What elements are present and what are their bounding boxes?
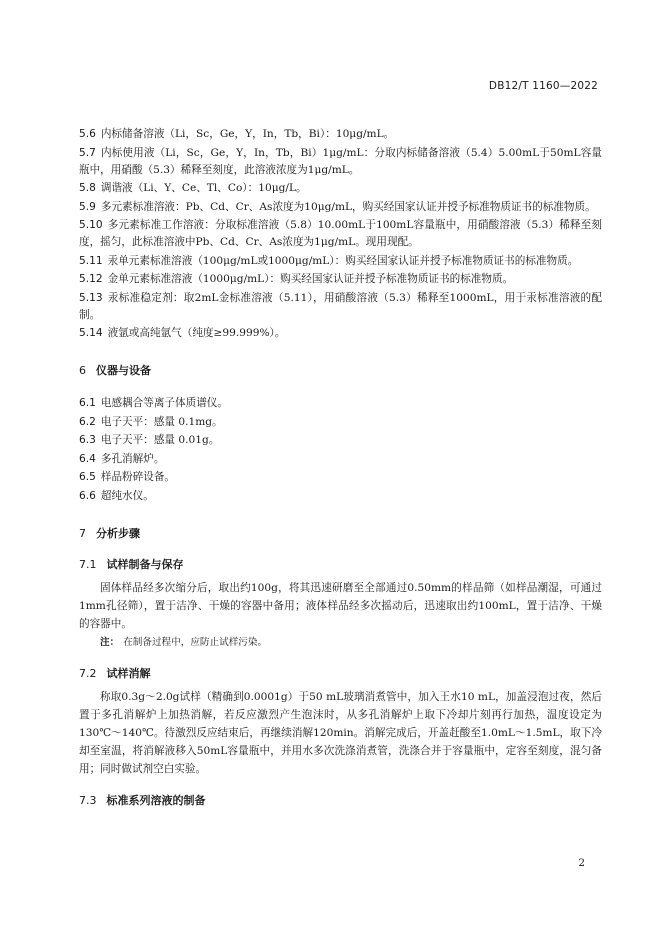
- subsection-number: 7.2: [79, 666, 97, 680]
- clause-5-13: [79, 290, 602, 324]
- clause-text: 样品粉碎设备。: [100, 471, 176, 483]
- note-text: 在制备过程中，应防止试样污染。: [123, 636, 268, 648]
- subsection-title: 标准系列溶液的制备: [106, 793, 206, 807]
- clause-text: 超纯水仪。: [100, 489, 154, 502]
- clause-text: 多孔消解炉。: [100, 452, 165, 465]
- clause-text: 内标储备溶液（Li，Sc，Ge，Y，In，Tb，Bi）：10μg/mL。: [100, 128, 395, 140]
- clause-text: 电感耦合等离子体质谱仪。: [100, 397, 228, 409]
- page-content: [79, 126, 602, 809]
- clause-number: 5.10: [79, 219, 103, 231]
- paragraph-7-1: 固体样品经多次缩分后，取出约100g，将其迅速研磨至全部通过0.50mm的样品筛（如样品潮湿，可通过1mm孔径筛），置于洁净、干燥的容器中备用；液体样品经多次摇动后，迅速取出约100mL，置于洁净、干燥的容器中。: [79, 581, 602, 630]
- section-number: 7: [79, 526, 86, 540]
- clause-text: 多元素标准工作溶液：分取标准溶液（5.8）10.00mL于100mL容量瓶中，用硝酸溶液（5.3）稀释至刻度，摇匀，此标准溶液中Pb、Cd、Cr、As浓度为1μg/mL。现用现配。: [79, 219, 602, 248]
- section-number: 6: [79, 364, 86, 377]
- clause-text: 汞单元素标准溶液（100μg/mL或1000μg/mL）：购买经国家认证并授予标准物质证书的标准物质。: [107, 254, 579, 267]
- clause-6-1: [79, 395, 602, 412]
- subsection-title: 试样消解: [106, 666, 151, 680]
- clause-5-7: [79, 145, 602, 179]
- clause-6-2: [79, 414, 602, 431]
- clause-number: 6.2: [79, 415, 96, 428]
- clause-5-6: [79, 126, 602, 143]
- note-label: 注：: [100, 636, 120, 648]
- subsection-7-2-heading: [79, 665, 602, 682]
- clause-5-10: [79, 217, 602, 251]
- clause-text: 电子天平：感量 0.01g。: [100, 434, 220, 446]
- subsection-7-3-heading: [79, 792, 602, 809]
- subsection-7-1-heading: [79, 556, 602, 573]
- clause-5-14: [79, 325, 602, 342]
- clause-5-12: [79, 271, 602, 288]
- equipment-list: [79, 395, 602, 505]
- clause-number: 5.13: [79, 291, 103, 304]
- page-number: 2: [578, 857, 585, 869]
- section-6-heading: [79, 362, 602, 379]
- clause-6-3: [79, 432, 602, 449]
- paragraph-7-2: 称取0.3g～2.0g试样（精确到0.0001g）于50 mL玻璃消煮管中，加入王水10 mL，加盖浸泡过夜，然后置于多孔消解炉上加热消解，若反应激烈产生泡沫时，从多孔消解炉上取下冷却片刻再行加热，温度设定为130℃～140℃。待激烈反应结束后，再继续消解120min。消解完成后，开盖赶酸至1.0mL～1.5mL，取下冷却至室温，将消解液移入50mL容量瓶中，并用水多次洗涤消煮管，洗涤合并于容量瓶中，定容至刻度，混匀备用；同时做试剂空白实验。: [79, 690, 602, 775]
- standard-code: DB12/T 1160—2022: [488, 80, 598, 92]
- clause-number: 5.12: [79, 273, 103, 285]
- section-title: 仪器与设备: [96, 364, 151, 377]
- clause-text: 电子天平：感量 0.1mg。: [100, 415, 223, 428]
- subsection-number: 7.3: [79, 793, 97, 807]
- clause-text: 液氩或高纯氩气（纯度≥99.999%）。: [107, 327, 286, 339]
- clause-number: 5.7: [79, 146, 96, 159]
- clause-text: 汞标准稳定剂：取2mL金标准溶液（5.11），用硝酸溶液（5.3）稀释至1000mL，用于汞标准溶液的配制。: [79, 291, 602, 321]
- reagent-list: [79, 126, 602, 342]
- clause-6-5: [79, 469, 602, 486]
- clause-number: 5.6: [79, 128, 96, 140]
- subsection-number: 7.1: [79, 557, 97, 571]
- section-7-heading: [79, 525, 602, 542]
- clause-number: 6.1: [79, 397, 96, 409]
- note-7-1: [79, 635, 602, 651]
- clause-5-8: [79, 180, 602, 197]
- clause-number: 5.8: [79, 182, 96, 194]
- section-title: 分析步骤: [96, 526, 140, 540]
- clause-5-11: [79, 253, 602, 270]
- clause-text: 内标使用液（Li，Sc，Ge，Y，In，Tb，Bi）1μg/mL：分取内标储备溶液（5.4）5.00mL于50mL容量瓶中，用硝酸（5.3）稀释至刻度，此溶液浓度为1μg/mL。: [79, 146, 602, 176]
- clause-5-9: [79, 199, 602, 216]
- clause-number: 6.3: [79, 434, 96, 446]
- subsection-title: 试样制备与保存: [106, 557, 184, 571]
- clause-number: 6.5: [79, 471, 96, 483]
- clause-6-4: [79, 451, 602, 468]
- clause-text: 多元素标准溶液：Pb、Cd、Cr、As浓度为10μg/mL，购买经国家认证并授予标准物质证书的标准物质。: [100, 200, 596, 213]
- clause-number: 6.4: [79, 452, 96, 465]
- clause-6-6: [79, 488, 602, 505]
- clause-number: 5.11: [79, 254, 103, 267]
- clause-text: 金单元素标准溶液（1000μg/mL）：购买经国家认证并授予标准物质证书的标准物质。: [107, 273, 514, 285]
- clause-number: 5.9: [79, 200, 96, 213]
- clause-text: 调谐液（Li、Y、Ce、Tl、Co）：10μg/L。: [100, 182, 307, 194]
- clause-number: 5.14: [79, 327, 103, 339]
- clause-number: 6.6: [79, 489, 96, 502]
